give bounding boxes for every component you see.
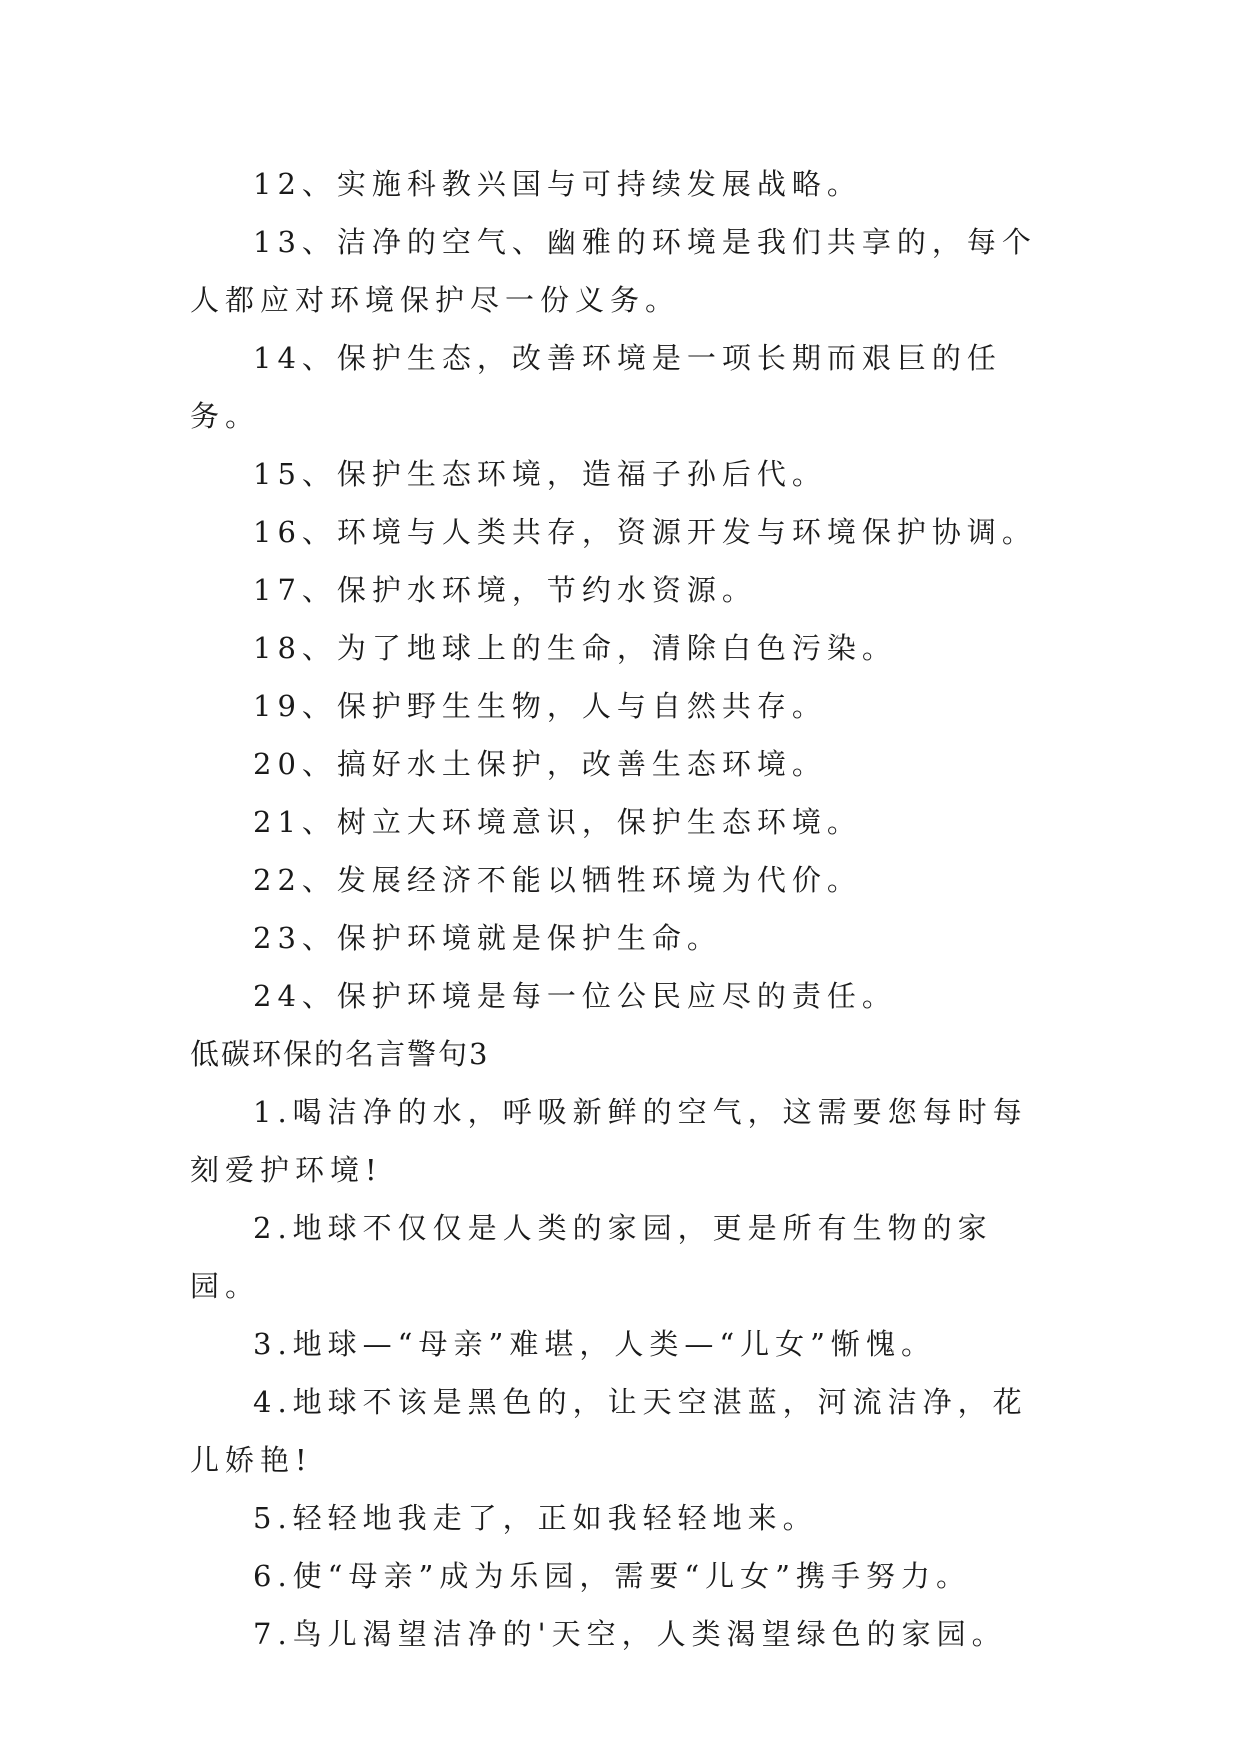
quote-paragraph: 1.喝洁净的水，呼吸新鲜的空气，这需要您每时每刻爱护环境! bbox=[190, 1095, 1028, 1187]
slogan-paragraph: 21、树立大环境意识，保护生态环境。 bbox=[253, 805, 862, 839]
quote-paragraph: 7.鸟儿渴望洁净的'天空，人类渴望绿色的家园。 bbox=[253, 1617, 1007, 1651]
quote-paragraph: 5.轻轻地我走了，正如我轻轻地来。 bbox=[253, 1501, 818, 1535]
slogan-paragraph: 17、保护水环境，节约水资源。 bbox=[253, 573, 757, 607]
slogan-paragraph: 16、环境与人类共存，资源开发与环境保护协调。 bbox=[253, 515, 1037, 549]
quote-paragraph: 2.地球不仅仅是人类的家园，更是所有生物的家园。 bbox=[190, 1211, 993, 1303]
slogan-paragraph: 15、保护生态环境，造福子孙后代。 bbox=[253, 457, 827, 491]
slogan-paragraph: 23、保护环境就是保护生命。 bbox=[253, 921, 722, 955]
slogan-paragraph: 12、实施科教兴国与可持续发展战略。 bbox=[253, 167, 862, 201]
slogan-paragraph: 14、保护生态，改善环境是一项长期而艰巨的任务。 bbox=[190, 341, 1002, 433]
quote-paragraph: 6.使“母亲”成为乐园，需要“儿女”携手努力。 bbox=[253, 1559, 971, 1593]
slogan-paragraph: 22、发展经济不能以牺牲环境为代价。 bbox=[253, 863, 862, 897]
slogan-paragraph: 20、搞好水土保护，改善生态环境。 bbox=[253, 747, 827, 781]
section-heading: 低碳环保的名言警句3 bbox=[190, 1037, 490, 1071]
quote-paragraph: 3.地球—“母亲”难堪，人类—“儿女”惭愧。 bbox=[253, 1327, 936, 1361]
quote-paragraph: 4.地球不该是黑色的，让天空湛蓝，河流洁净，花儿娇艳! bbox=[190, 1385, 1028, 1477]
slogan-paragraph: 13、洁净的空气、幽雅的环境是我们共享的，每个人都应对环境保护尽一份义务。 bbox=[190, 225, 1037, 317]
slogan-paragraph: 24、保护环境是每一位公民应尽的责任。 bbox=[253, 979, 897, 1013]
slogan-paragraph: 18、为了地球上的生命，清除白色污染。 bbox=[253, 631, 897, 665]
slogan-paragraph: 19、保护野生生物，人与自然共存。 bbox=[253, 689, 827, 723]
document-body bbox=[190, 155, 1055, 1663]
